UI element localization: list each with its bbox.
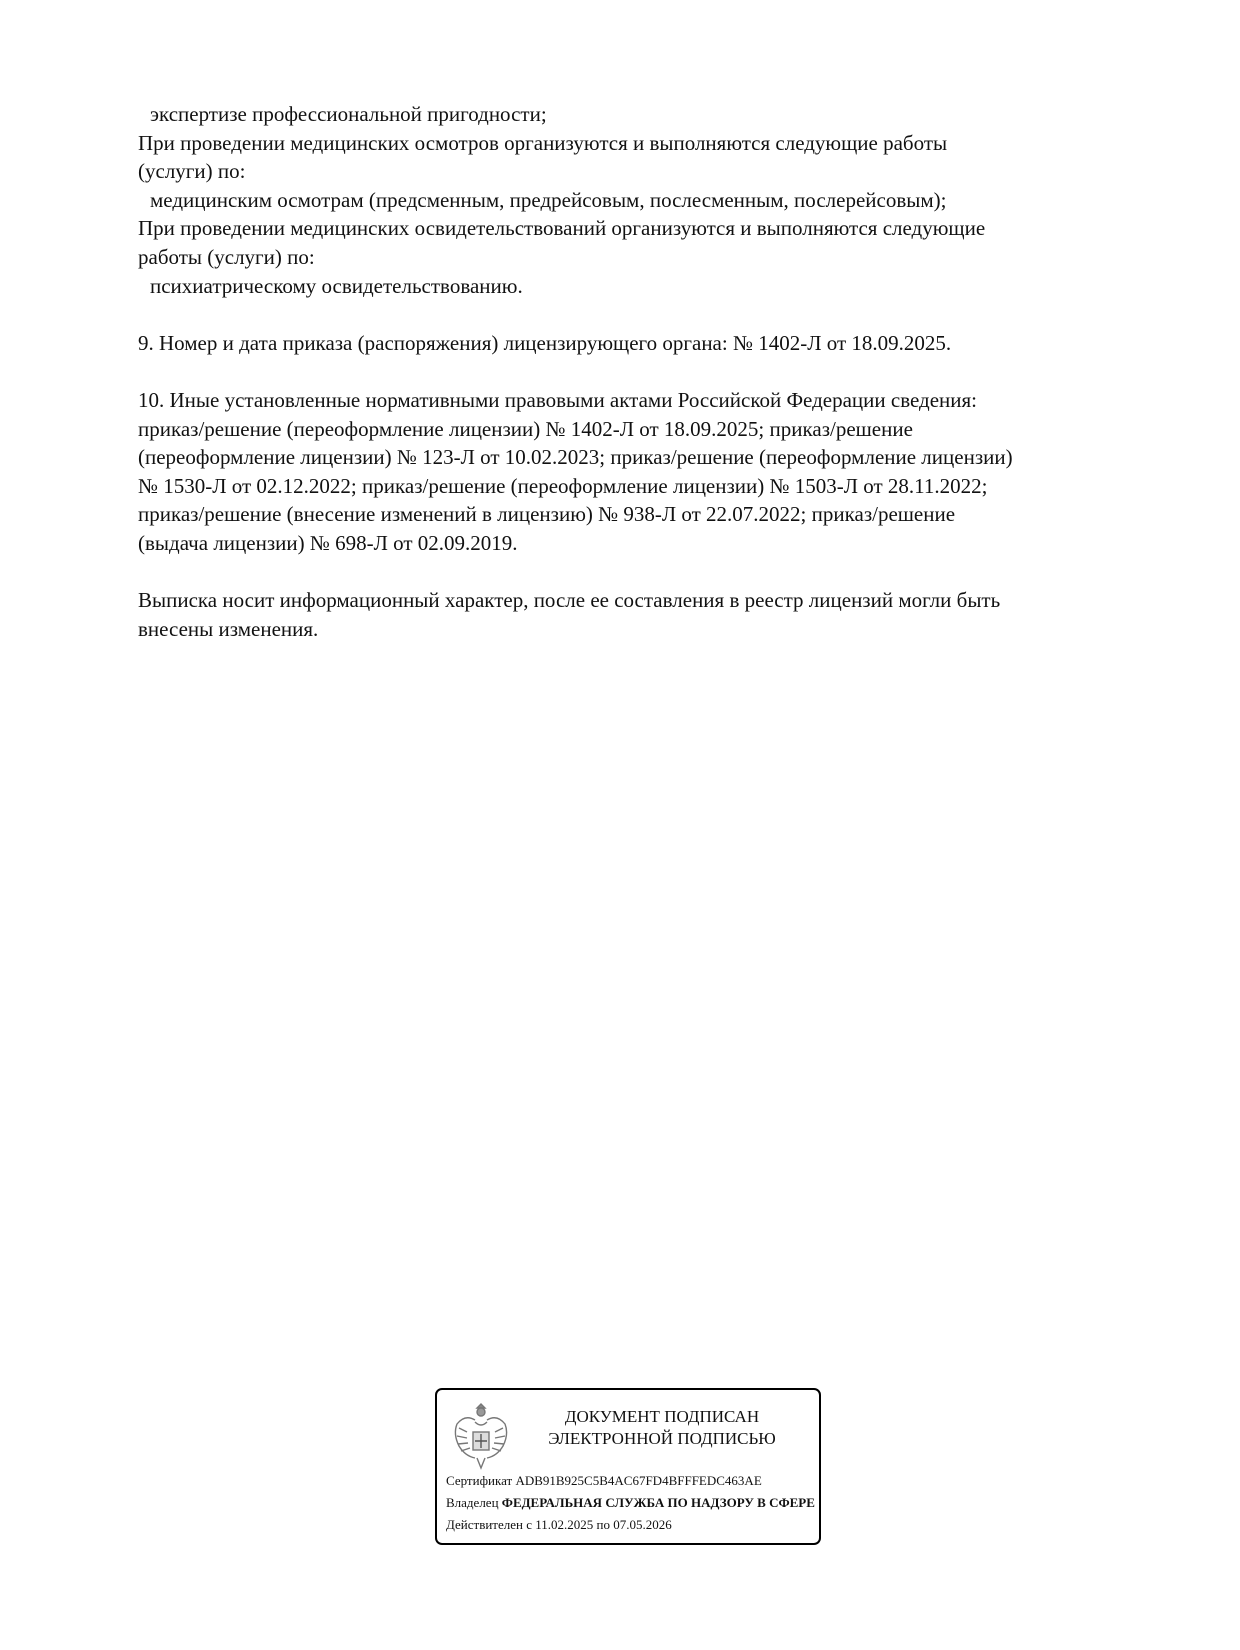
text-line: (выдача лицензии) № 698-Л от 02.09.2019.: [138, 530, 518, 555]
text-line: (переоформление лицензии) № 123-Л от 10.02.2023; приказ/решение (переоформление лицензии): [138, 445, 1013, 470]
text-line: работы (услуги) по:: [138, 244, 315, 269]
text-line: 9. Номер и дата приказа (распоряжения) лицензирующего органа: № 1402-Л от 18.09.2025.: [138, 330, 952, 355]
text-line: приказ/решение (переоформление лицензии) № 1402-Л от 18.09.2025; приказ/решение: [138, 416, 913, 441]
owner-value: ФЕДЕРАЛЬНАЯ СЛУЖБА ПО НАДЗОРУ В СФЕРЕ: [501, 1495, 815, 1510]
text-line: внесены изменения.: [138, 616, 319, 641]
electronic-signature-stamp: [435, 1388, 821, 1545]
paragraph-gap: [138, 300, 1138, 329]
certificate-value: ADB91B925C5B4AC67FD4BFFFEDC463AE: [515, 1473, 762, 1488]
owner-label: Владелец: [446, 1495, 499, 1510]
text-line: Выписка носит информационный характер, после ее составления в реестр лицензий могли быть: [138, 588, 1001, 613]
text-line: 10. Иные установленные нормативными правовыми актами Российской Федерации сведения:: [138, 387, 978, 412]
stamp-title-line1: ДОКУМЕНТ ПОДПИСАН: [564, 1407, 760, 1426]
validity-row: Действителен с 11.02.2025 по 07.05.2026: [446, 1517, 672, 1532]
text-line: приказ/решение (внесение изменений в лицензию) № 938-Л от 22.07.2022; приказ/решение: [138, 502, 956, 527]
certificate-row: [446, 1470, 815, 1492]
owner-row: [446, 1492, 815, 1514]
text-line: психиатрическому освидетельствованию.: [150, 273, 523, 298]
stamp-title-line2: ЭЛЕКТРОННОЙ ПОДПИСЬЮ: [548, 1429, 776, 1448]
paragraph-gap: [138, 558, 1138, 587]
text-line: (услуги) по:: [138, 159, 246, 184]
certificate-label: Сертификат: [446, 1473, 513, 1488]
text-line: медицинским осмотрам (предсменным, предрейсовым, послесменным, послерейсовым);: [150, 187, 947, 212]
text-line: При проведении медицинских осмотров организуются и выполняются следующие работы: [138, 130, 948, 155]
document-body: [138, 100, 1138, 643]
text-line: экспертизе профессиональной пригодности;: [150, 102, 547, 126]
coat-of-arms-icon: [449, 1398, 513, 1474]
paragraph-gap: [138, 357, 1138, 386]
text-line: При проведении медицинских освидетельствований организуются и выполняются следующие: [138, 216, 986, 241]
text-line: № 1530-Л от 02.12.2022; приказ/решение (переоформление лицензии) № 1503-Л от 28.11.2022;: [138, 473, 988, 498]
